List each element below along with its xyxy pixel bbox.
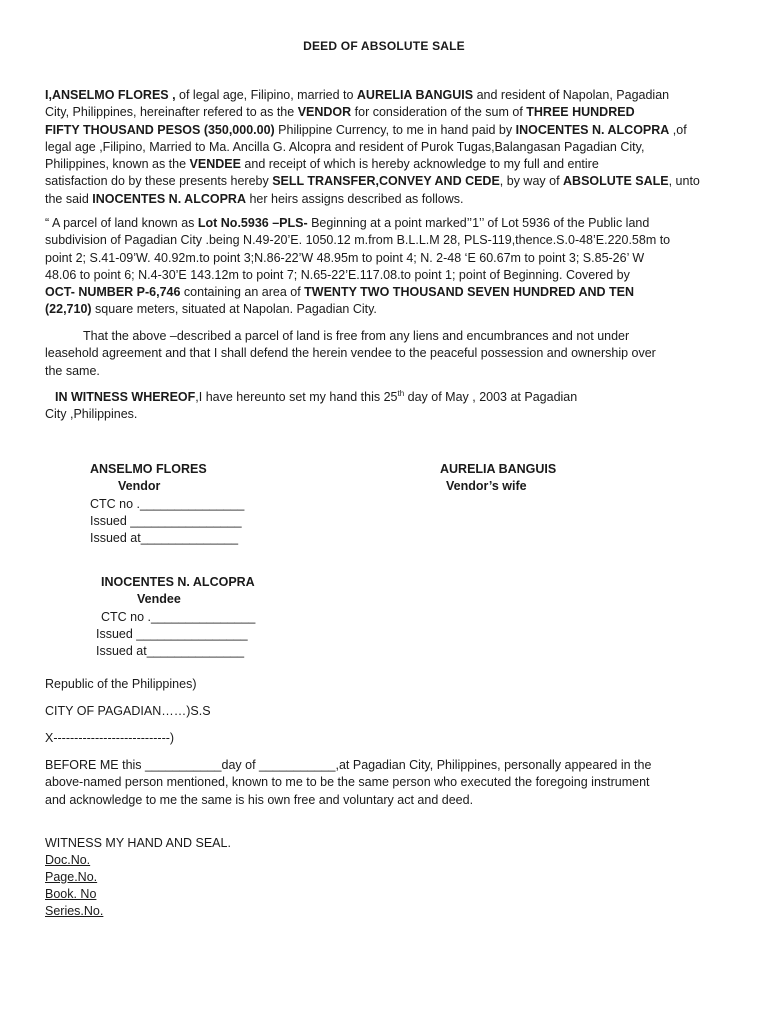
- text: point 2; S.41-09’W. 40.92m.to point 3;N.86-22’W 48.95m to point 4; N. 2-48 ‘E 60.67m to point 3; S.85-26’ W: [45, 250, 645, 265]
- text: and receipt of which is hereby acknowledge to my full and entire: [240, 157, 599, 172]
- text: and acknowledge to me the same is his own free and voluntary act and deed.: [45, 792, 474, 807]
- vendee-sig-name: INOCENTES N. ALCOPRA: [101, 575, 255, 589]
- witness-seal: WITNESS MY HAND AND SEAL.: [45, 836, 231, 850]
- vendee-ctc-line: CTC no ._______________: [101, 609, 256, 624]
- city-line: CITY OF PAGADIAN……)S.S: [45, 704, 211, 718]
- book-no: Book. No: [45, 887, 97, 901]
- land-description: [45, 215, 725, 319]
- vendee-issued-line: Issued ________________: [96, 626, 248, 641]
- text: satisfaction do by these presents hereby: [45, 174, 273, 189]
- series-no: Series.No.: [45, 904, 104, 918]
- oct-number: OCT- NUMBER P-6,746: [45, 285, 181, 300]
- vendee-sig-role: Vendee: [137, 592, 181, 607]
- in-witness-whereof: IN WITNESS WHEREOF: [55, 390, 196, 404]
- text: Philippines, known as the: [45, 157, 190, 172]
- vendee-keyword: VENDEE: [189, 157, 241, 172]
- wife-signature-block: [440, 461, 556, 496]
- absolute-sale: ABSOLUTE SALE: [563, 174, 669, 189]
- witness-paragraph: [45, 389, 725, 424]
- lot-number: Lot No.5936 –PLS-: [197, 216, 308, 230]
- vendor-sig-role: Vendor: [118, 479, 161, 494]
- text: day of May , 2003 at Pagadian: [404, 390, 578, 404]
- opening-paragraph: [45, 87, 725, 208]
- text: ,I have hereunto set my hand this 25: [195, 390, 398, 404]
- area-words: TWENTY TWO THOUSAND SEVEN HUNDRED AND TEN: [304, 285, 635, 300]
- text: of legal age, Filipino, married to: [175, 88, 357, 102]
- text: , unto: [668, 174, 700, 189]
- vendor-ctc-line: CTC no ._______________: [90, 496, 245, 511]
- text: BEFORE ME this ___________day of ___________,at Pagadian City, Philippines, personally appeared in the: [45, 758, 652, 772]
- republic-line: Republic of the Philippines): [45, 677, 197, 691]
- text: , by way of: [499, 174, 564, 189]
- text: City, Philippines, hereinafter refered to as the: [45, 105, 298, 120]
- acknowledgment-paragraph: [45, 757, 725, 809]
- text: and resident of Napolan, Pagadian: [473, 88, 670, 102]
- vendor-issued-line: Issued ________________: [90, 513, 242, 528]
- text: ,of: [669, 122, 687, 137]
- amount-words: THREE HUNDRED: [526, 105, 635, 120]
- text: legal age ,Filipino, Married to Ma. Ancilla G. Alcopra and resident of Purok Tugas,Balangasan Pagadian City,: [45, 139, 645, 154]
- vendor-sig-name: ANSELMO FLORES: [90, 462, 207, 476]
- text: her heirs assigns described as follows.: [245, 191, 464, 206]
- x-line: X----------------------------): [45, 731, 175, 745]
- vendee-signature-block: [96, 574, 256, 660]
- text: square meters, situated at Napolan. Pagadian City.: [91, 302, 377, 317]
- text: “ A parcel of land known as: [45, 216, 198, 230]
- liens-paragraph: [45, 328, 725, 380]
- text: leasehold agreement and that I shall defend the herein vendee to the peaceful possession and ownership over: [45, 346, 656, 361]
- sell-clause: SELL TRANSFER,CONVEY AND CEDE: [272, 174, 500, 189]
- vendee-issued-at-line: Issued at______________: [96, 644, 245, 659]
- wife-sig-name: AURELIA BANGUIS: [440, 462, 557, 476]
- text: That the above –described a parcel of land is free from any liens and encumbrances and not under: [83, 329, 630, 343]
- vendor-name: I,ANSELMO FLORES ,: [45, 88, 176, 102]
- area-number: (22,710): [45, 302, 92, 317]
- text: 48.06 to point 6; N.4-30’E 143.12m to point 7; N.65-22’E.117.08.to point 1; point of Beginning. Covered by: [45, 267, 630, 282]
- text: Philippine Currency, to me in hand paid by: [274, 122, 516, 137]
- text: for consideration of the sum of: [351, 105, 527, 120]
- text: City ,Philippines.: [45, 407, 138, 422]
- ordinal-suffix: th: [397, 388, 405, 398]
- vendee-name: INOCENTES N. ALCOPRA: [515, 122, 670, 137]
- wife-sig-role: Vendor’s wife: [446, 479, 527, 494]
- document-title: DEED OF ABSOLUTE SALE: [303, 39, 465, 53]
- wife-name: AURELIA BANGUIS: [356, 88, 474, 102]
- text: containing an area of: [180, 285, 305, 300]
- page-no: Page.No.: [45, 870, 98, 884]
- text: above-named person mentioned, known to me to be the same person who executed the foregoing instrument: [45, 775, 650, 790]
- text: subdivision of Pagadian City .being N.49-20’E. 1050.12 m.from B.L.L.M 28, PLS-119,thence.S.0-48’E.220.58m to: [45, 233, 671, 248]
- text: Beginning at a point marked’’1’’ of Lot 5936 of the Public land: [307, 216, 650, 230]
- text: the same.: [45, 363, 100, 378]
- amount-words-cont: FIFTY THOUSAND PESOS (350,000.00): [45, 122, 275, 137]
- vendee-name-2: INOCENTES N. ALCOPRA: [92, 191, 246, 206]
- vendor-signature-block: [90, 461, 244, 547]
- text: the said: [45, 191, 93, 206]
- vendor-issued-at-line: Issued at______________: [90, 531, 239, 546]
- doc-no: Doc.No.: [45, 853, 91, 867]
- vendor-keyword: VENDOR: [297, 105, 352, 120]
